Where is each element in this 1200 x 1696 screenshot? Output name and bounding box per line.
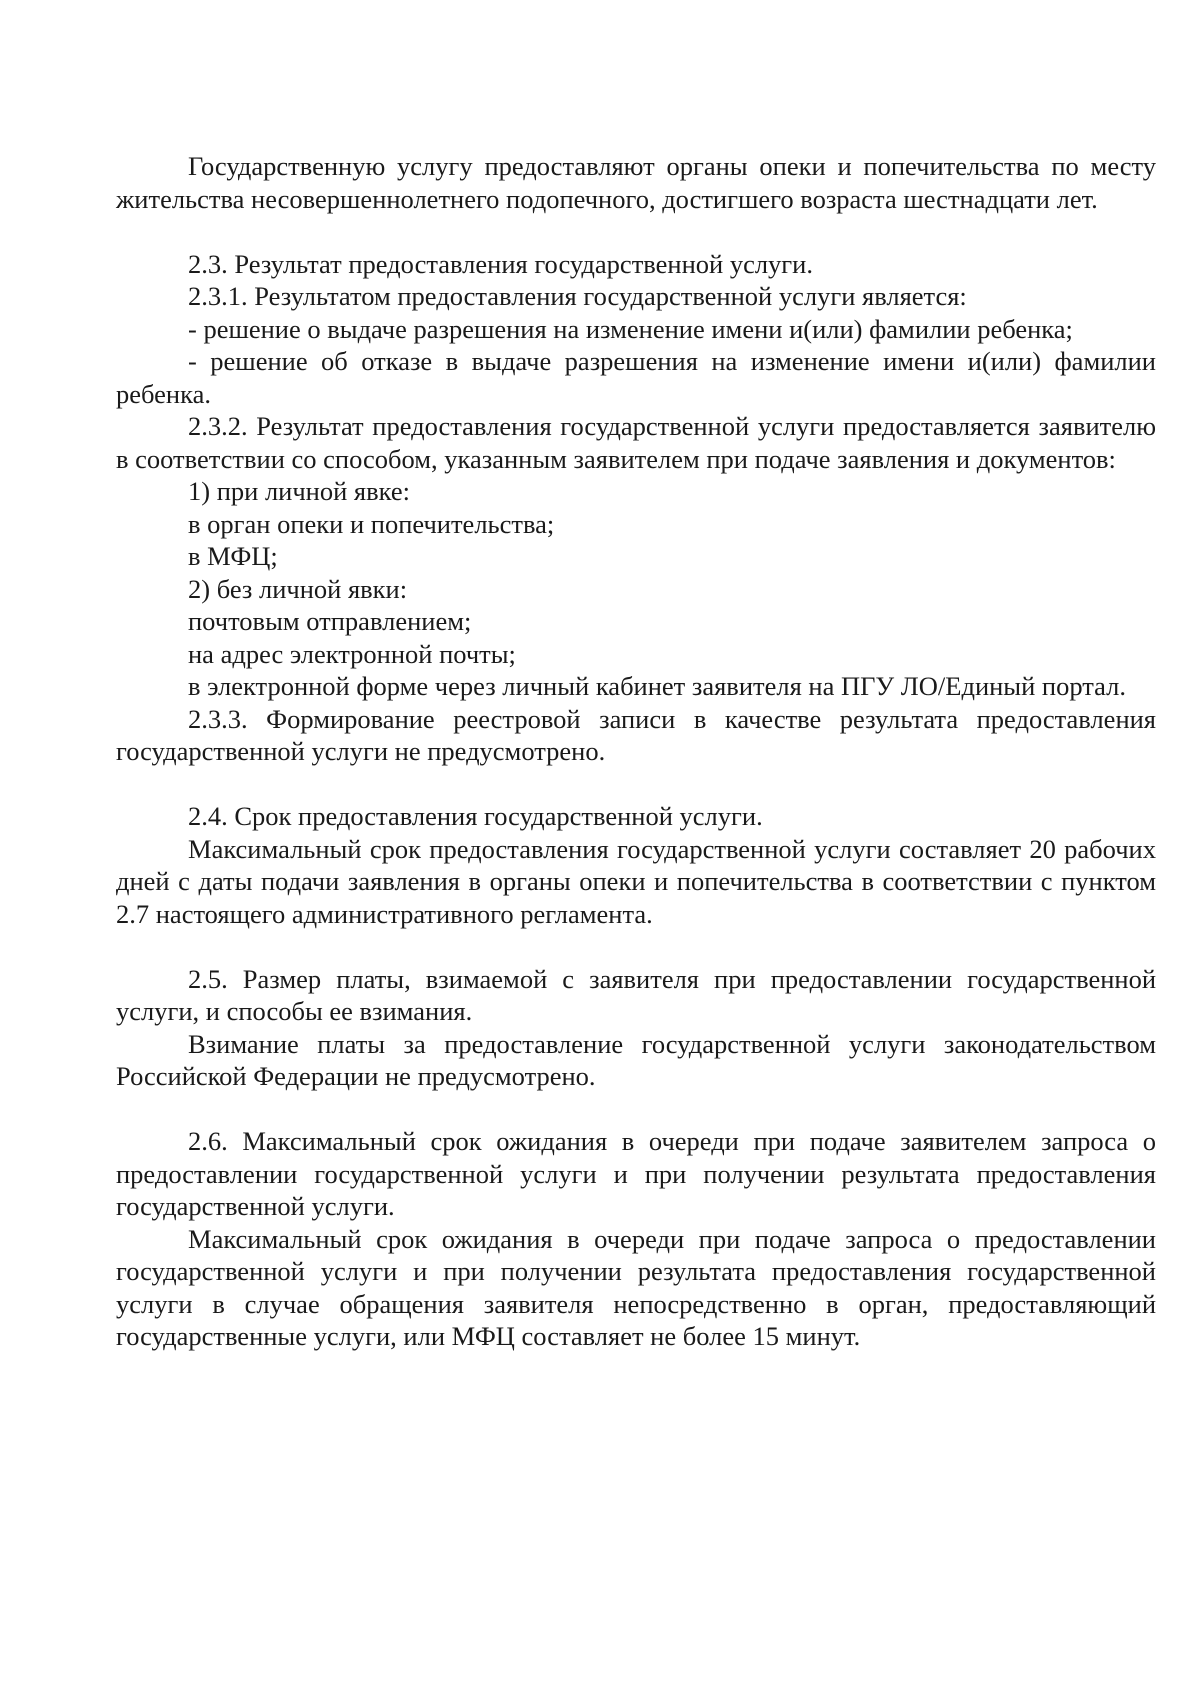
section-heading-2-4: 2.4. Срок предоставления государственной услуги. bbox=[188, 801, 763, 831]
list-item-result-permit: - решение о выдаче разрешения на изменение имени и(или) фамилии ребенка; bbox=[188, 313, 1073, 344]
list-item-result-refusal: - решение об отказе в выдаче разрешения на изменение имени и(или) фамилии ребенка. bbox=[116, 346, 1156, 409]
list-item-in-person: 1) при личной явке: bbox=[188, 476, 410, 506]
paragraph-fee: Взимание платы за предоставление государственной услуги законодательством Российской Федерации не предусмотрено. bbox=[116, 1028, 1156, 1091]
paragraph-2-3-3: 2.3.3. Формирование реестровой записи в качестве результата предоставления государственной услуги не предусмотрено. bbox=[116, 703, 1156, 766]
paragraph-wait-time: Максимальный срок ожидания в очереди при подаче запроса о предоставлении государственной услуги и при получении результата предоставления государственной услуги в случае обращения заявителя непосредственно в орган, предоставляющий государственные услуги, или МФЦ составляет не более 15 минут. bbox=[116, 1223, 1156, 1351]
paragraph-2-3-1: 2.3.1. Результатом предоставления государственной услуги является: bbox=[188, 281, 967, 311]
section-heading-2-5: 2.5. Размер платы, взимаемой с заявителя при предоставлении государственной услуги, и способы ее взимания. bbox=[116, 963, 1156, 1026]
section-heading-2-3: 2.3. Результат предоставления государственной услуги. bbox=[188, 248, 813, 279]
list-item-electronic: в электронной форме через личный кабинет заявителя на ПГУ ЛО/Единый портал. bbox=[188, 671, 1126, 701]
list-item-remote: 2) без личной явки: bbox=[188, 573, 408, 604]
document-body bbox=[116, 150, 1156, 1353]
list-item-guardianship-authority: в орган опеки и попечительства; bbox=[188, 508, 555, 539]
list-item-postal: почтовым отправлением; bbox=[188, 606, 472, 636]
section-heading-2-6: 2.6. Максимальный срок ожидания в очереди при подаче заявителем запроса о предоставлении государственной услуги и при получении результата предоставления государственной услуги. bbox=[116, 1126, 1156, 1221]
list-item-mfc: в МФЦ; bbox=[188, 541, 278, 571]
paragraph-2-3-2: 2.3.2. Результат предоставления государственной услуги предоставляется заявителю в соответствии со способом, указанным заявителем при подаче заявления и документов: bbox=[116, 411, 1156, 474]
paragraph-max-term: Максимальный срок предоставления государственной услуги составляет 20 рабочих дней с даты подачи заявления в органы опеки и попечительства в соответствии с пунктом 2.7 настоящего административного регламента. bbox=[116, 833, 1156, 929]
list-item-email: на адрес электронной почты; bbox=[188, 638, 516, 669]
paragraph-service-providers: Государственную услугу предоставляют органы опеки и попечительства по месту жительства несовершеннолетнего подопечного, достигшего возраста шестнадцати лет. bbox=[116, 151, 1156, 214]
